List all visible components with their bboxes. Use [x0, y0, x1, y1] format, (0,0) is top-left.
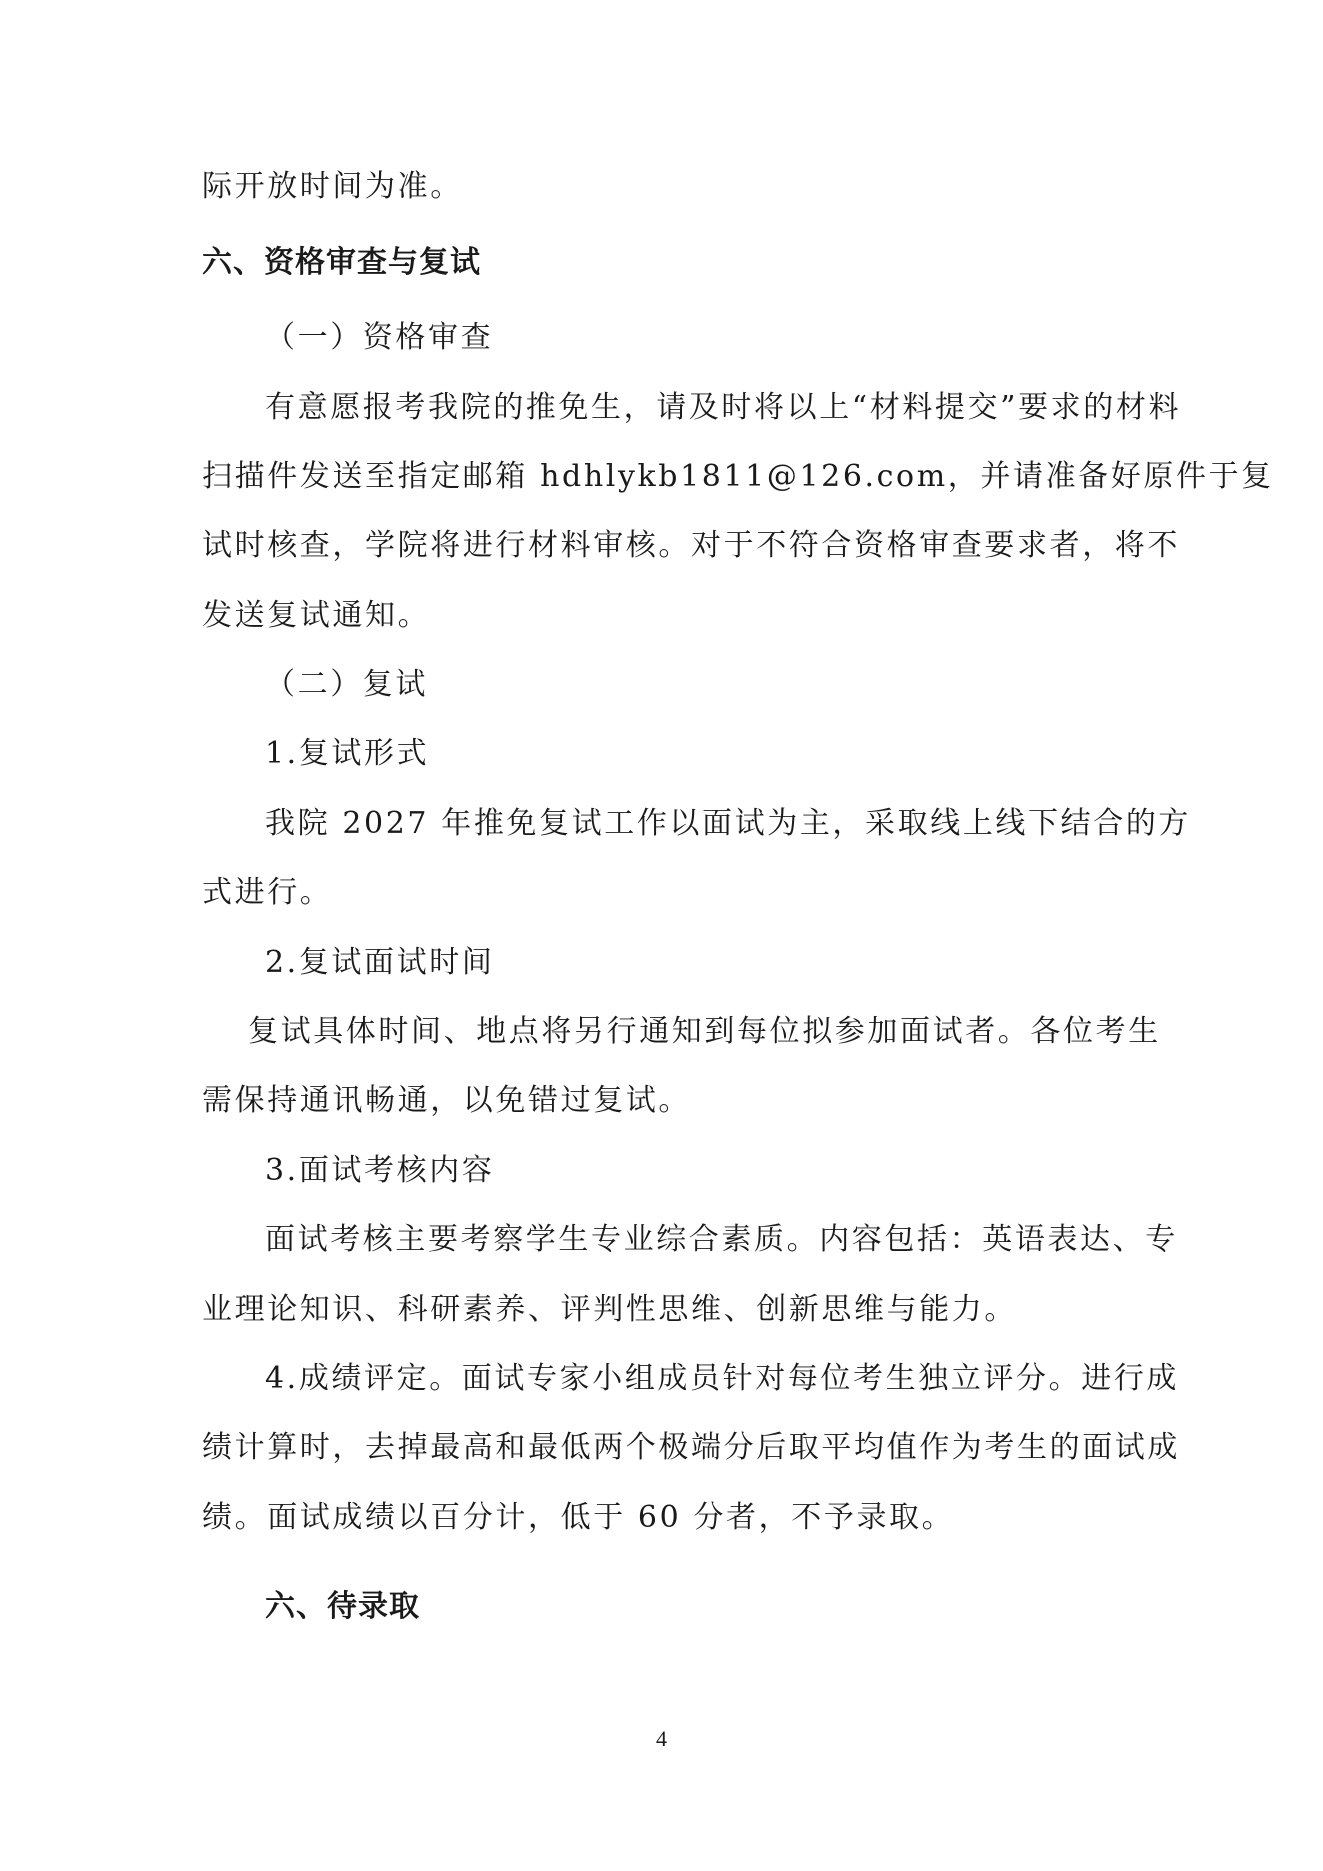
- paragraph-line: 绩。面试成绩以百分计，低于 60 分者，不予录取。: [202, 1500, 955, 1535]
- item-heading: 1.复试形式: [265, 736, 430, 771]
- paragraph-line: 式进行。: [202, 875, 333, 910]
- paragraph-line: 试时核查，学院将进行材料审核。对于不符合资格审查要求者，将不: [202, 528, 1180, 563]
- paragraph-line: 业理论知识、科研素养、评判性思维、创新思维与能力。: [202, 1292, 1017, 1327]
- paragraph-line: 发送复试通知。: [202, 598, 431, 633]
- section-heading: 六、资格审查与复试: [202, 245, 481, 280]
- subsection-heading: （一）资格审查: [265, 320, 494, 355]
- paragraph-line: 有意愿报考我院的推免生，请及时将以上“材料提交”要求的材料: [265, 390, 1182, 425]
- paragraph-line: 面试考核主要考察学生专业综合素质。内容包括：英语表达、专: [265, 1222, 1178, 1257]
- item-heading: 3.面试考核内容: [265, 1153, 495, 1188]
- paragraph-line: 扫描件发送至指定邮箱 hdhlykb1811@126.com，并请准备好原件于复: [202, 459, 1274, 494]
- paragraph-line: 复试具体时间、地点将另行通知到每位拟参加面试者。各位考生: [248, 1014, 1161, 1049]
- subsection-heading: （二）复试: [265, 667, 428, 702]
- paragraph-line: 4.成绩评定。面试专家小组成员针对每位考生独立评分。进行成: [265, 1361, 1180, 1396]
- paragraph-line: 需保持通讯畅通，以免错过复试。: [202, 1083, 691, 1118]
- paragraph-line: 际开放时间为准。: [202, 169, 463, 204]
- paragraph-line: 绩计算时，去掉最高和最低两个极端分后取平均值作为考生的面试成: [202, 1430, 1180, 1465]
- item-heading: 2.复试面试时间: [265, 945, 495, 980]
- paragraph-line: 我院 2027 年推免复试工作以面试为主，采取线上线下结合的方: [265, 806, 1192, 841]
- section-heading: 六、待录取: [265, 1589, 420, 1624]
- page-number: 4: [656, 1726, 667, 1751]
